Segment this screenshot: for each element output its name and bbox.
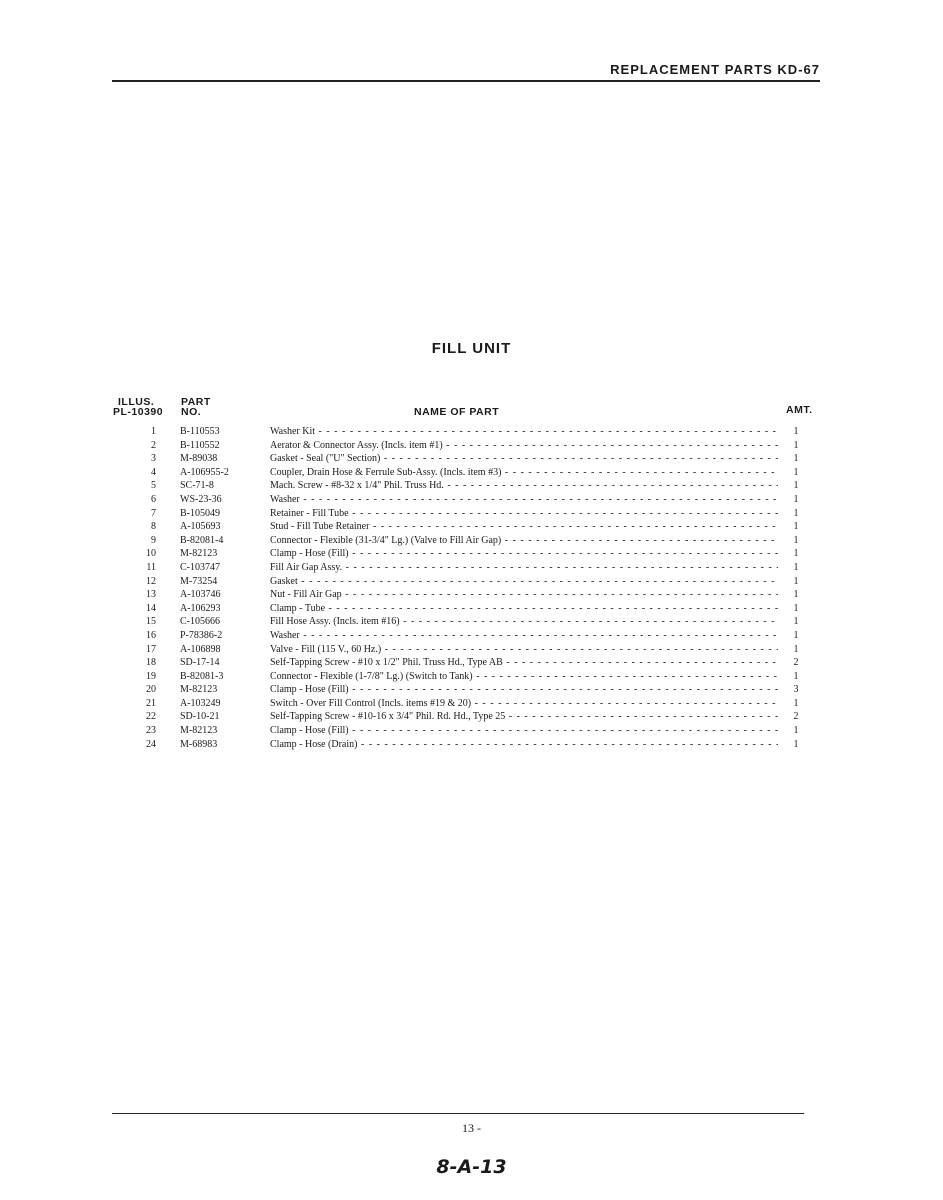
amount: 1 (793, 507, 799, 519)
section-title: FILL UNIT (431, 340, 512, 357)
item-number: 20 (146, 684, 156, 696)
item-number: 7 (151, 507, 156, 519)
item-number: 21 (146, 697, 156, 709)
amount: 3 (793, 684, 799, 696)
part-name: Aerator & Connector Assy. (Incls. item #1) - - - (270, 439, 778, 453)
table-row (0, 656, 943, 670)
item-number: 10 (146, 548, 156, 560)
table-row (0, 588, 943, 602)
part-number: SD-17-14 (180, 657, 220, 669)
page-number: 13 - (462, 1121, 481, 1135)
part-name: Self-Tapping Screw - #10 x 1/2" Phil. Truss Hd., Type AB - - - (270, 656, 778, 670)
part-number: A-106293 (180, 602, 221, 614)
part-number: M-73254 (180, 575, 218, 587)
table-row (0, 520, 943, 534)
table-row (0, 425, 943, 439)
header-divider (112, 80, 820, 82)
part-name: Switch - Over Fill Control (Incls. items #19 & 20) - - - (270, 697, 778, 711)
item-number: 8 (151, 521, 156, 533)
item-number: 6 (151, 493, 156, 505)
part-number: A-106955-2 (180, 466, 229, 478)
part-number: A-103746 (180, 589, 221, 601)
item-number: 16 (146, 629, 156, 641)
table-row (0, 710, 943, 724)
part-name: Coupler, Drain Hose & Ferrule Sub-Assy. (Incls. item #3) - - - (270, 466, 778, 480)
part-number: M-68983 (180, 738, 218, 750)
part-number: WS-23-36 (180, 493, 222, 505)
table-row (0, 493, 943, 507)
part-number: B-82081-3 (180, 670, 224, 682)
table-row (0, 534, 943, 548)
amount: 1 (793, 426, 799, 437)
part-number: A-103249 (180, 697, 221, 709)
amount: 1 (793, 725, 799, 737)
part-name: Stud - Fill Tube Retainer - - - (270, 520, 778, 534)
handwritten-page-code: 8-A-13 (436, 1156, 507, 1178)
item-number: 5 (151, 480, 156, 492)
part-name: Fill Air Gap Assy. - - - (270, 561, 778, 575)
part-name: Washer Kit - - - (270, 425, 778, 439)
item-number: 13 (146, 589, 156, 601)
parts-list (0, 425, 943, 751)
part-name: Connector - Flexible (1-7/8" Lg.) (Switch to Tank) - - - (270, 670, 778, 684)
item-number: 3 (151, 453, 156, 465)
amount: 1 (793, 466, 799, 478)
column-header-part-number: NO. (181, 406, 202, 418)
amount: 1 (793, 453, 799, 465)
table-row (0, 683, 943, 697)
item-number: 2 (151, 439, 156, 451)
amount: 1 (793, 561, 799, 573)
item-number: 15 (146, 616, 156, 628)
amount: 1 (793, 493, 799, 505)
table-row (0, 602, 943, 616)
amount: 1 (793, 697, 799, 709)
amount: 1 (793, 480, 799, 492)
table-row (0, 479, 943, 493)
item-number: 1 (151, 426, 156, 437)
part-number: M-82123 (180, 725, 218, 737)
part-number: A-105693 (180, 521, 221, 533)
part-number: P-78386-2 (180, 629, 223, 641)
table-row (0, 466, 943, 480)
part-number: C-105666 (180, 616, 220, 628)
part-number: M-82123 (180, 684, 218, 696)
part-number: B-110552 (180, 439, 220, 451)
part-name: Clamp - Tube - - - (270, 602, 778, 616)
table-row (0, 615, 943, 629)
item-number: 19 (146, 670, 156, 682)
amount: 1 (793, 548, 799, 560)
item-number: 4 (151, 466, 156, 478)
table-row (0, 561, 943, 575)
item-number: 14 (146, 602, 156, 614)
part-name: Valve - Fill (115 V., 60 Hz.) - - - (270, 643, 778, 657)
amount: 1 (793, 616, 799, 628)
amount: 2 (793, 657, 799, 669)
item-number: 18 (146, 657, 156, 669)
part-number: SC-71-8 (180, 480, 214, 492)
amount: 1 (793, 670, 799, 682)
item-number: 23 (146, 725, 156, 737)
footer-divider (112, 1113, 804, 1114)
amount: 1 (793, 629, 799, 641)
column-header-illus-number: PL-10390 (113, 406, 164, 418)
part-number: C-103747 (180, 561, 220, 573)
part-name: Nut - Fill Air Gap - - - (270, 588, 778, 602)
column-header-part: PART (181, 396, 211, 408)
part-number: B-105049 (180, 507, 220, 519)
amount: 2 (793, 711, 799, 723)
item-number: 12 (146, 575, 156, 587)
table-row (0, 575, 943, 589)
column-header-name-of-part: NAME OF PART (414, 406, 500, 418)
table-row (0, 452, 943, 466)
amount: 1 (793, 534, 799, 546)
item-number: 24 (146, 738, 156, 750)
table-row (0, 629, 943, 643)
amount: 1 (793, 589, 799, 601)
part-number: M-82123 (180, 548, 218, 560)
table-row (0, 697, 943, 711)
amount: 1 (793, 643, 799, 655)
column-header-amt: AMT. (786, 404, 813, 416)
part-number: M-89038 (180, 453, 218, 465)
part-name: Connector - Flexible (31-3/4" Lg.) (Valve to Fill Air Gap) - - - (270, 534, 778, 548)
part-name: Clamp - Hose (Fill) - - - (270, 547, 778, 561)
part-name: Self-Tapping Screw - #10-16 x 3/4" Phil. Rd. Hd., Type 25 - - - (270, 710, 778, 724)
table-row (0, 439, 943, 453)
part-name: Clamp - Hose (Drain) - - - (270, 738, 778, 752)
part-name: Clamp - Hose (Fill) - - - (270, 683, 778, 697)
table-row (0, 643, 943, 657)
part-name: Washer - - - (270, 493, 778, 507)
page-header-title: REPLACEMENT PARTS KD-67 (610, 62, 820, 77)
table-row (0, 547, 943, 561)
part-name: Gasket - Seal ("U" Section) - - - (270, 452, 778, 466)
part-name: Washer - - - (270, 629, 778, 643)
table-row (0, 738, 943, 752)
table-row (0, 724, 943, 738)
item-number: 17 (146, 643, 156, 655)
part-name: Gasket - - - (270, 575, 778, 589)
amount: 1 (793, 738, 799, 750)
part-number: A-106898 (180, 643, 221, 655)
part-name: Clamp - Hose (Fill) - - - (270, 724, 778, 738)
item-number: 22 (146, 711, 156, 723)
table-row (0, 670, 943, 684)
part-number: SD-10-21 (180, 711, 220, 723)
part-number: B-110553 (180, 426, 220, 437)
part-name: Fill Hose Assy. (Incls. item #16) - - - (270, 615, 778, 629)
part-number: B-82081-4 (180, 534, 224, 546)
column-header-illus: ILLUS. (118, 396, 155, 408)
part-name: Mach. Screw - #8-32 x 1/4" Phil. Truss Hd. - - - (270, 479, 778, 493)
amount: 1 (793, 575, 799, 587)
amount: 1 (793, 439, 799, 451)
table-row (0, 507, 943, 521)
amount: 1 (793, 521, 799, 533)
part-name: Retainer - Fill Tube - - - (270, 507, 778, 521)
item-number: 11 (146, 561, 156, 573)
item-number: 9 (151, 534, 156, 546)
amount: 1 (793, 602, 799, 614)
